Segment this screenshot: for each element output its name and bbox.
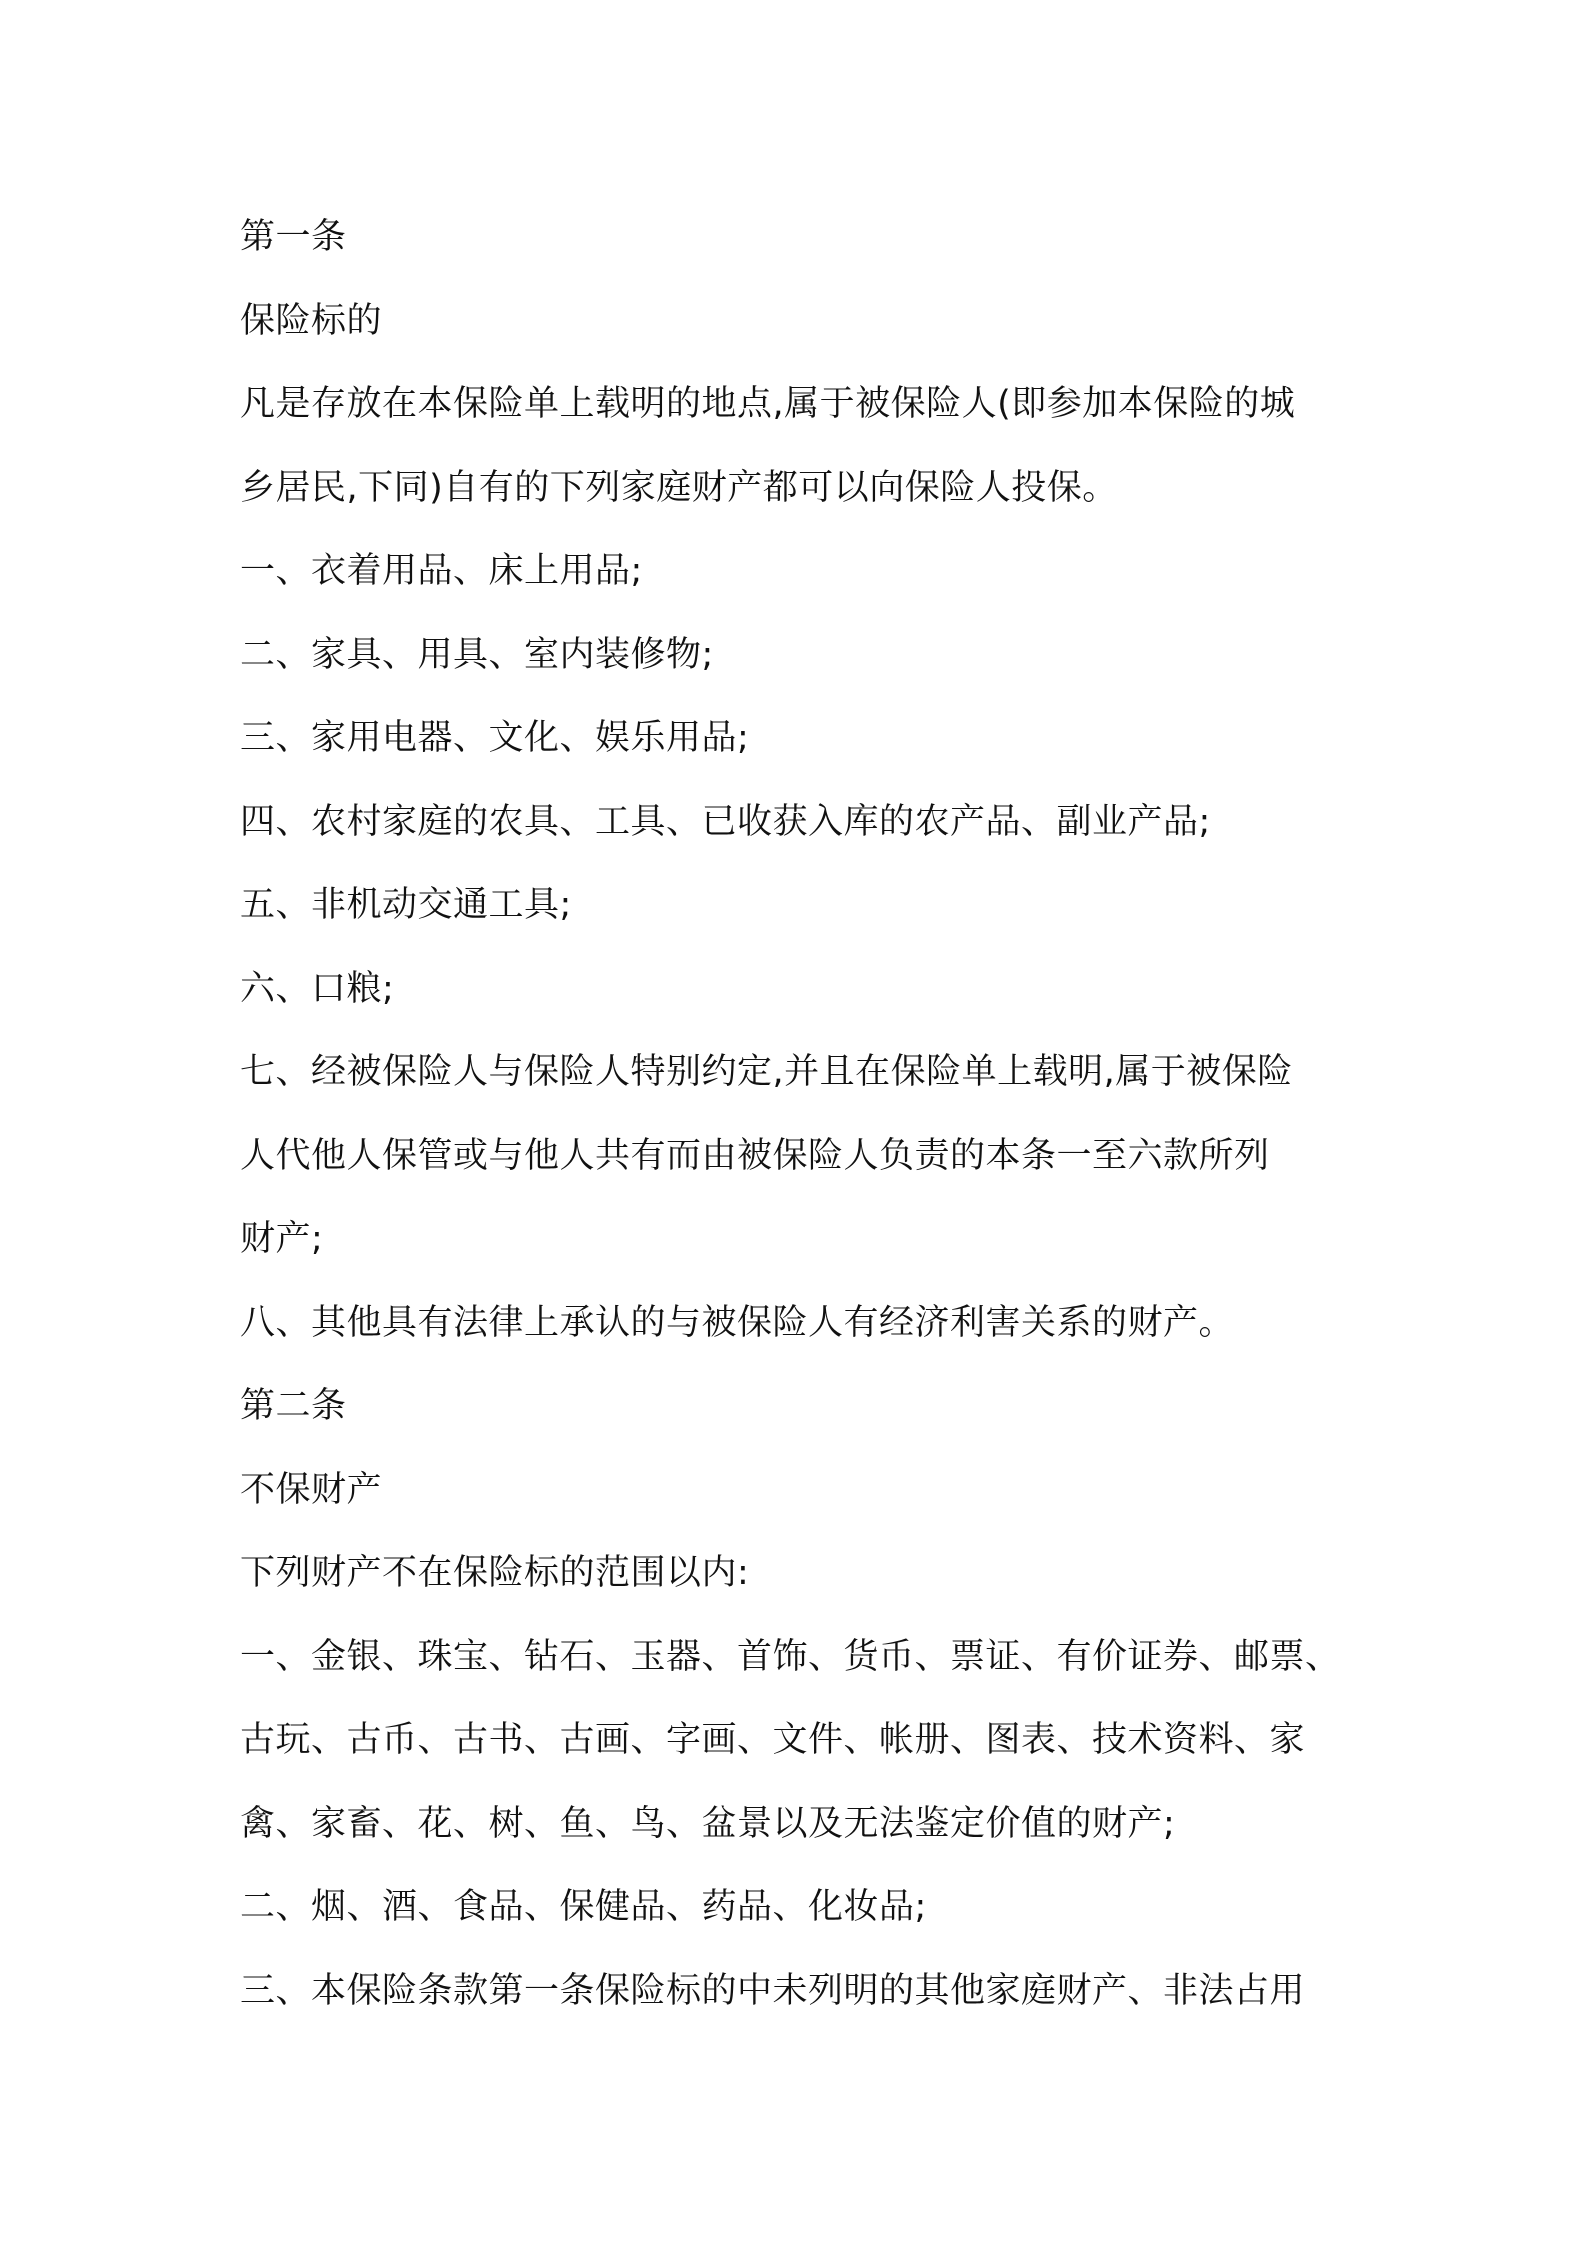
article-1-item-6: 六、口粮; [240, 968, 395, 1009]
article-2-item-2: 二、烟、酒、食品、保健品、药品、化妆品; [240, 1887, 927, 1927]
article-1-item-1: 一、衣着用品、床上用品; [240, 551, 643, 591]
article-1-item-7-line-3: 财产; [240, 1219, 324, 1259]
article-1-item-7-line-1: 七、经被保险人与保险人特别约定,并且在保险单上载明,属于被保险 [240, 1052, 1293, 1092]
article-2-intro: 下列财产不在保险标的范围以内: [240, 1553, 750, 1593]
article-1-item-2: 二、家具、用具、室内装修物; [240, 634, 714, 675]
article-1-item-7-line-2: 人代他人保管或与他人共有而由被保险人负责的本条一至六款所列 [240, 1135, 1270, 1176]
article-1-item-4: 四、农村家庭的农具、工具、已收获入库的农产品、副业产品; [240, 801, 1211, 842]
article-1-heading: 第一条 [240, 217, 347, 257]
article-2-item-3-line-1: 三、本保险条款第一条保险标的中未列明的其他家庭财产、非法占用 [240, 1970, 1306, 2011]
article-2-item-1-line-2: 古玩、古币、古书、古画、字画、文件、帐册、图表、技术资料、家 [240, 1720, 1306, 1760]
article-2-item-1-line-1: 一、金银、珠宝、钻石、玉器、首饰、货币、票证、有价证券、邮票、 [240, 1636, 1341, 1677]
article-2-item-1-line-3: 禽、家畜、花、树、鱼、鸟、盆景以及无法鉴定价值的财产; [240, 1803, 1176, 1844]
article-1-item-5: 五、非机动交通工具; [240, 885, 572, 925]
article-1-item-8: 八、其他具有法律上承认的与被保险人有经济利害关系的财产。 [240, 1302, 1235, 1343]
article-2-heading: 第二条 [240, 1386, 347, 1426]
article-1-intro-line-2: 乡居民,下同)自有的下列家庭财产都可以向保险人投保。 [240, 467, 1118, 508]
article-1-item-3: 三、家用电器、文化、娱乐用品; [240, 718, 750, 758]
document-body [240, 196, 1360, 2033]
article-1-intro-line-1: 凡是存放在本保险单上载明的地点,属于被保险人(即参加本保险的城 [240, 384, 1296, 424]
article-1-title: 保险标的 [240, 300, 383, 341]
article-2-title: 不保财产 [240, 1469, 383, 1510]
